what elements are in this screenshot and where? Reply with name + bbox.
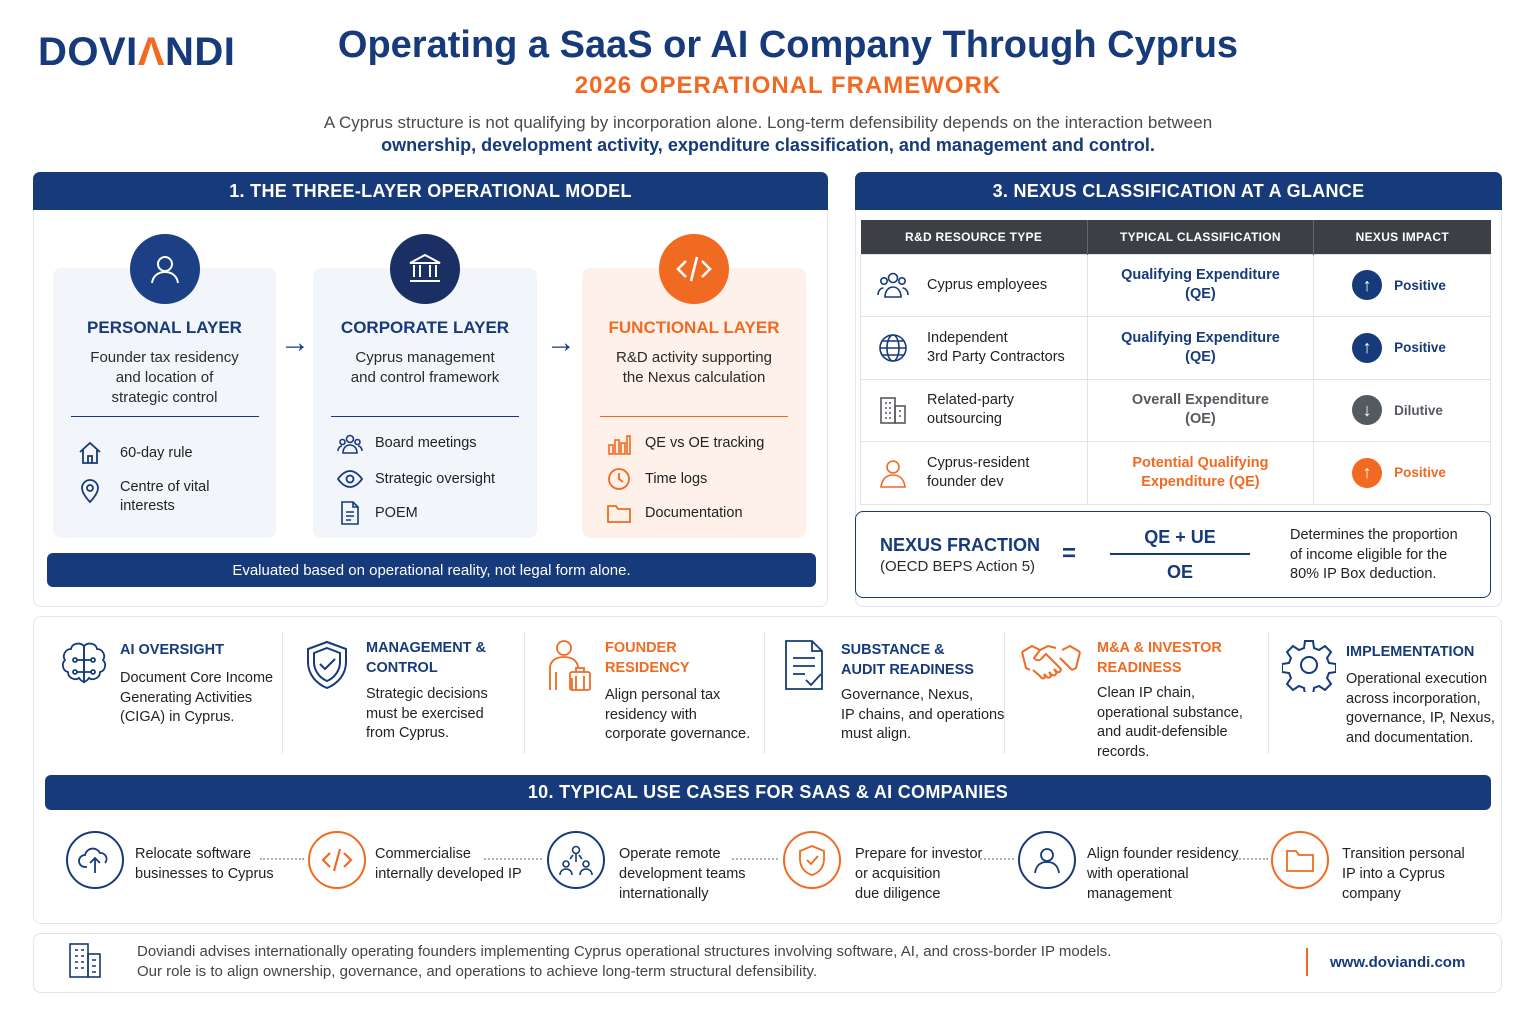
pillar-desc-ai-oversight: Document Core Income Generating Activities (CIGA) in Cyprus. [120,670,274,725]
table-row [861,254,1491,317]
pillar-divider [764,632,765,754]
arrow-up-icon: ↑ [1352,270,1382,300]
connector-dots [1236,858,1268,860]
footer-text: Doviandi advises internationally operating founders implementing Cyprus operational structures involving software, AI, and cross-border IP models. Our role is to align ownership, governance, and operations to achieve long-term structural defensibility. [137,943,1112,980]
functional-layer-title: FUNCTIONAL LAYER [608,318,780,337]
map-pin-icon [77,478,103,504]
connector-dots [260,858,304,860]
functional-layer-desc: R&D activity supporting the Nexus calculation [616,349,772,386]
intro-line-1: A Cyprus structure is not qualifying by incorporation alone. Long-term defensibility depends on the interaction between [323,113,1213,132]
corporate-item-3: POEM [375,505,418,521]
personal-layer-desc: Founder tax residency and location of strategic control [90,349,239,406]
gear-icon [1282,638,1336,692]
page-title: Operating a SaaS or AI Company Through Cyprus [337,24,1239,66]
classification-cell: Potential Qualifying Expenditure (QE) [1087,442,1314,505]
personal-item-1: 60-day rule [120,445,193,461]
impact-label: Positive [1394,340,1446,356]
shield-check-icon [300,638,354,692]
fraction-label: NEXUS FRACTION [880,535,1041,555]
arrow-down-icon: ↓ [1352,395,1382,425]
pillar-desc-implementation: Operational execution across incorporation, governance, IP, Nexus, and documentation. [1346,671,1495,746]
table-row [861,317,1491,380]
user-icon [130,234,200,304]
fraction-sublabel: (OECD BEPS Action 5) [880,558,1036,575]
resource-label: Related-party outsourcing [927,392,1015,428]
corporate-item-1: Board meetings [375,435,477,451]
functional-item-3: Documentation [645,505,743,521]
pillar-desc-founder-residency: Align personal tax residency with corporate governance. [605,687,751,742]
founder-luggage-icon [544,638,598,692]
code-icon [659,234,729,304]
handshake-icon [1020,636,1082,690]
logo-part-1: DOVI [38,30,138,74]
pillar-title-implementation: IMPLEMENTATION [1346,644,1475,660]
home-icon [77,440,103,466]
pillar-divider [282,632,283,754]
use-case-4: Prepare for investor or acquisition due diligence [855,846,983,902]
footer-divider [1306,948,1308,976]
column-header-impact: NEXUS IMPACT [1314,220,1491,254]
arrow-up-icon: ↑ [1352,458,1382,488]
corporate-item-2: Strategic oversight [375,471,496,487]
pillar-divider [1268,632,1269,754]
functional-item-2: Time logs [645,471,708,487]
nexus-table [860,220,1491,505]
classification-cell: Qualifying Expenditure (QE) [1087,254,1314,317]
building-icon [66,940,104,980]
clock-icon [606,466,632,492]
use-case-6: Transition personal IP into a Cyprus company [1342,846,1465,902]
arrow-up-icon: ↑ [1352,333,1382,363]
person-icon [877,458,909,488]
corporate-layer-title: CORPORATE LAYER [340,318,510,337]
equals-sign: = [1062,540,1077,567]
pillar-title-management: MANAGEMENT & CONTROL [366,640,487,676]
folder-icon [1271,831,1329,889]
folder-icon [606,500,632,526]
pillar-desc-substance: Governance, Nexus, IP chains, and operations must align. [841,687,1005,742]
pillar-desc-management: Strategic decisions must be exercised from Cyprus. [366,686,488,741]
corporate-layer-desc: Cyprus management and control framework [350,349,500,386]
globe-icon [877,333,909,363]
functional-layer-divider [600,416,788,417]
team-icon [877,270,909,300]
use-cases-header: 10. TYPICAL USE CASES FOR SAAS & AI COMPANIES [45,775,1491,810]
website-link[interactable]: www.doviandi.com [1330,954,1466,971]
intro-line-2: ownership, development activity, expenditure classification, and management and control. [381,135,1155,155]
pillar-title-substance: SUBSTANCE & AUDIT READINESS [841,642,974,678]
arrow-right-icon: → [280,326,310,359]
column-header-resource: R&D RESOURCE TYPE [861,220,1088,254]
functional-item-1: QE vs OE tracking [645,435,765,451]
building-icon [877,395,909,425]
document-icon [337,500,363,526]
shield-icon [783,831,841,889]
corporate-layer-divider [331,416,519,417]
fraction-description: Determines the proportion of income eligible for the 80% IP Box deduction. [1290,527,1458,582]
pillar-desc-mna: Clean IP chain, operational substance, and audit-defensible records. [1097,685,1243,760]
network-team-icon [547,831,605,889]
use-case-3: Operate remote development teams internationally [619,846,746,902]
three-layer-header: 1. THE THREE-LAYER OPERATIONAL MODEL [33,172,828,210]
evaluation-note: Evaluated based on operational reality, not legal form alone. [47,553,816,587]
classification-cell: Qualifying Expenditure (QE) [1087,317,1314,380]
personal-item-2: Centre of vital interests [120,479,210,514]
brain-icon [57,638,111,692]
impact-label: Dilutive [1394,402,1443,418]
people-icon [337,431,363,457]
column-header-classification: TYPICAL CLASSIFICATION [1087,220,1314,254]
logo-accent: Λ [137,30,165,74]
functional-layer-card [582,268,806,538]
logo [38,30,235,75]
connector-dots [732,858,778,860]
pillar-title-mna: M&A & INVESTOR READINESS [1097,640,1222,676]
resource-label: Cyprus-resident founder dev [927,454,1030,490]
resource-label: Cyprus employees [927,276,1048,293]
personal-layer-divider [71,416,259,417]
impact-label: Positive [1394,465,1446,481]
bar-chart-icon [606,431,632,457]
table-row [861,442,1491,505]
fraction-bar [1110,553,1250,555]
code-icon [308,831,366,889]
use-case-1: Relocate software businesses to Cyprus [135,846,274,882]
arrow-right-icon: → [546,326,576,359]
table-row [861,379,1491,442]
cloud-upload-icon [66,831,124,889]
pillar-divider [524,632,525,754]
classification-cell: Overall Expenditure (OE) [1087,379,1314,442]
eye-icon [337,466,363,492]
nexus-header: 3. NEXUS CLASSIFICATION AT A GLANCE [855,172,1502,210]
pillar-title-founder-residency: FOUNDER RESIDENCY [605,640,690,676]
fraction-numerator: QE + UE [1144,527,1216,547]
resource-label: Independent 3rd Party Contractors [927,329,1065,365]
pillar-title-ai-oversight: AI OVERSIGHT [120,642,224,658]
fraction-denominator: OE [1166,562,1193,582]
checklist-icon [778,638,832,692]
page-subtitle: 2026 OPERATIONAL FRAMEWORK [574,72,1002,99]
impact-label: Positive [1394,277,1446,293]
corporate-layer-card [313,268,537,538]
user-icon [1018,831,1076,889]
use-case-5: Align founder residency with operational management [1087,846,1239,902]
connector-dots [484,858,542,860]
pillar-divider [1004,632,1005,754]
logo-part-2: NDI [164,30,236,74]
bank-icon [390,234,460,304]
connector-dots [980,858,1014,860]
personal-layer-title: PERSONAL LAYER [87,318,242,337]
use-case-2: Commercialise internally developed IP [375,846,522,882]
